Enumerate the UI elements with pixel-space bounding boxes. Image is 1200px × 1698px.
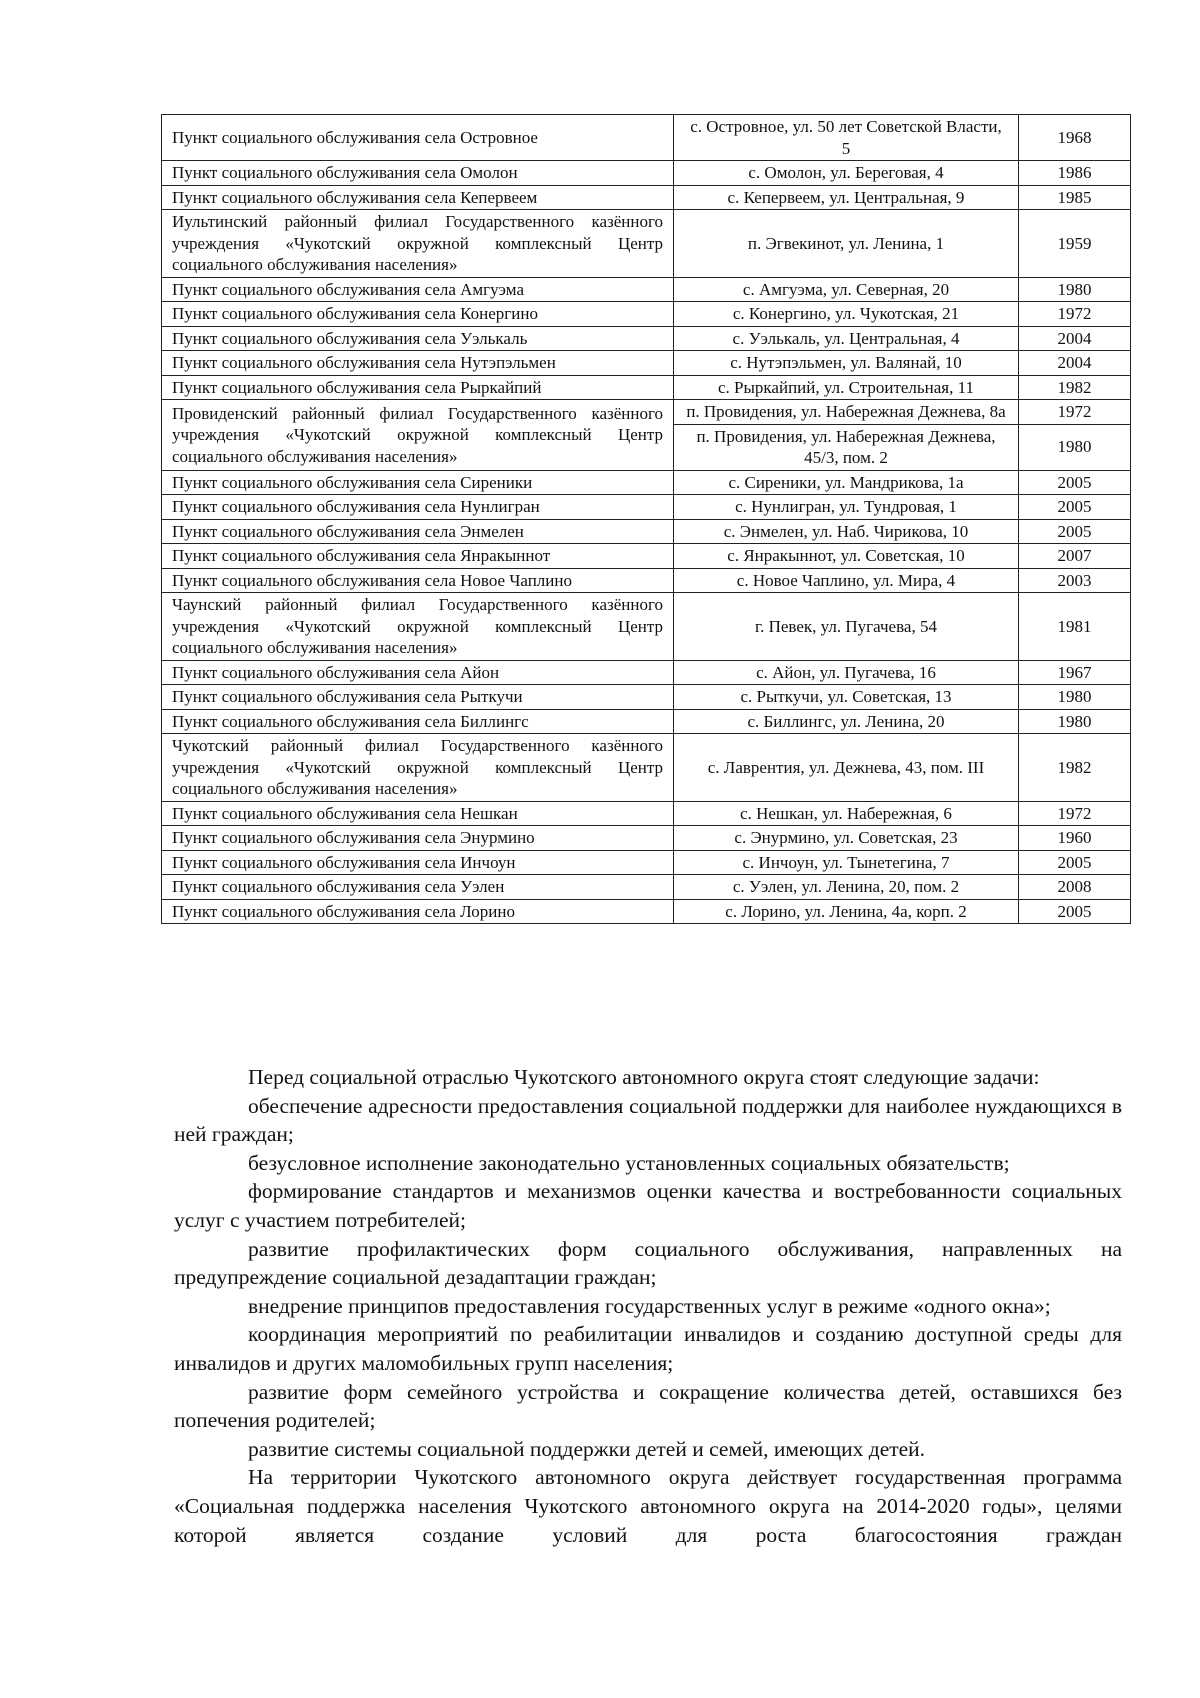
facility-address-cell: с. Конергино, ул. Чукотская, 21 [674, 302, 1019, 327]
table-row [162, 593, 1131, 661]
table-row [162, 850, 1131, 875]
facility-name-cell: Иультинский районный филиал Государственного казённого учреждения «Чукотский окружной комплексный Центр социального обслуживания населения» [162, 210, 674, 278]
table-row [162, 351, 1131, 376]
facility-year-cell: 2005 [1019, 850, 1131, 875]
table-row [162, 801, 1131, 826]
body-paragraph: формирование стандартов и механизмов оценки качества и востребованности социальных услуг с участием потребителей; [174, 1179, 1122, 1232]
facilities-table [161, 114, 1131, 924]
facility-year-cell: 1968 [1019, 115, 1131, 161]
facility-address-cell: с. Биллингс, ул. Ленина, 20 [674, 709, 1019, 734]
facility-year-cell: 1980 [1019, 424, 1131, 470]
facility-name-cell: Чукотский районный филиал Государственного казённого учреждения «Чукотский окружной комплексный Центр социального обслуживания населения» [162, 734, 674, 802]
facility-address-cell: с. Новое Чаплино, ул. Мира, 4 [674, 568, 1019, 593]
facility-name-cell: Пункт социального обслуживания села Янракыннот [162, 544, 674, 569]
facility-address-cell: с. Рыркайпий, ул. Строительная, 11 [674, 375, 1019, 400]
table-row [162, 685, 1131, 710]
table-row [162, 470, 1131, 495]
facility-address-cell: с. Сиреники, ул. Мандрикова, 1а [674, 470, 1019, 495]
facility-address-cell: с. Нутэпэльмен, ул. Валянай, 10 [674, 351, 1019, 376]
facility-year-cell: 1972 [1019, 801, 1131, 826]
facility-address-cell: с. Лаврентия, ул. Дежнева, 43, пом. III [674, 734, 1019, 802]
facility-address-cell: с. Инчоун, ул. Тынетегина, 7 [674, 850, 1019, 875]
facility-address-cell: с. Островное, ул. 50 лет Советской Власти, 5 [674, 115, 1019, 161]
table-row [162, 495, 1131, 520]
table-row [162, 210, 1131, 278]
facility-name-cell: Пункт социального обслуживания села Энурмино [162, 826, 674, 851]
facility-address-cell: с. Омолон, ул. Береговая, 4 [674, 161, 1019, 186]
table-row [162, 115, 1131, 161]
facility-year-cell: 2005 [1019, 495, 1131, 520]
facility-name-cell: Пункт социального обслуживания села Инчоун [162, 850, 674, 875]
facility-year-cell: 1967 [1019, 660, 1131, 685]
facility-name-cell: Пункт социального обслуживания села Лорино [162, 899, 674, 924]
facility-name-cell: Пункт социального обслуживания села Уэлен [162, 875, 674, 900]
table-row [162, 568, 1131, 593]
body-paragraph: развитие профилактических форм социального обслуживания, направленных на предупреждение социальной дезадаптации граждан; [174, 1236, 1122, 1290]
facility-year-cell: 1980 [1019, 277, 1131, 302]
facility-name-cell: Пункт социального обслуживания села Островное [162, 115, 674, 161]
table-row [162, 519, 1131, 544]
table-row [162, 185, 1131, 210]
facility-year-cell: 1960 [1019, 826, 1131, 851]
body-paragraph: внедрение принципов предоставления государственных услуг в режиме «одного окна»; [248, 1293, 1051, 1318]
facility-address-cell: с. Амгуэма, ул. Северная, 20 [674, 277, 1019, 302]
facility-year-cell: 1980 [1019, 709, 1131, 734]
facility-name-cell: Провиденский районный филиал Государственного казённого учреждения «Чукотский окружной комплексный Центр социального обслуживания населения» [162, 400, 674, 471]
table-row [162, 326, 1131, 351]
facility-address-cell: с. Айон, ул. Пугачева, 16 [674, 660, 1019, 685]
facility-address-cell: с. Уэлькаль, ул. Центральная, 4 [674, 326, 1019, 351]
facility-address-cell: с. Рыткучи, ул. Советская, 13 [674, 685, 1019, 710]
body-paragraph: обеспечение адресности предоставления социальной поддержки для наиболее нуждающихся в ней граждан; [174, 1093, 1122, 1147]
body-paragraph: На территории Чукотского автономного округа действует государственная программа «Социальная поддержка населения Чукотского автономного округа на 2014-2020 годы», целями которой является создание условий для роста благосостояния граждан [174, 1465, 1122, 1547]
facility-name-cell: Пункт социального обслуживания села Омолон [162, 161, 674, 186]
facility-address-cell: с. Энурмино, ул. Советская, 23 [674, 826, 1019, 851]
facility-year-cell: 2005 [1019, 899, 1131, 924]
facility-year-cell: 1982 [1019, 375, 1131, 400]
facility-address-cell: п. Провидения, ул. Набережная Дежнева, 8а [674, 400, 1019, 425]
facility-name-cell: Пункт социального обслуживания села Нутэпэльмен [162, 351, 674, 376]
facility-name-cell: Пункт социального обслуживания села Конергино [162, 302, 674, 327]
facility-name-cell: Пункт социального обслуживания села Новое Чаплино [162, 568, 674, 593]
facility-year-cell: 1980 [1019, 685, 1131, 710]
table-row [162, 302, 1131, 327]
table-row [162, 899, 1131, 924]
table-row [162, 734, 1131, 802]
facility-name-cell: Пункт социального обслуживания села Биллингс [162, 709, 674, 734]
facility-name-cell: Пункт социального обслуживания села Кепервеем [162, 185, 674, 210]
facility-year-cell: 1972 [1019, 400, 1131, 425]
facility-year-cell: 2005 [1019, 470, 1131, 495]
facility-name-cell: Пункт социального обслуживания села Сиреники [162, 470, 674, 495]
facility-address-cell: с. Нешкан, ул. Набережная, 6 [674, 801, 1019, 826]
facility-year-cell: 2004 [1019, 326, 1131, 351]
body-paragraph: координация мероприятий по реабилитации инвалидов и созданию доступной среды для инвалидов и других маломобильных групп населения; [174, 1322, 1122, 1375]
facility-name-cell: Пункт социального обслуживания села Рыркайпий [162, 375, 674, 400]
facility-address-cell: г. Певек, ул. Пугачева, 54 [674, 593, 1019, 661]
facility-year-cell: 1959 [1019, 210, 1131, 278]
facility-year-cell: 1972 [1019, 302, 1131, 327]
facility-address-cell: с. Лорино, ул. Ленина, 4а, корп. 2 [674, 899, 1019, 924]
table-row [162, 544, 1131, 569]
facility-name-cell: Пункт социального обслуживания села Нунлигран [162, 495, 674, 520]
table-row [162, 660, 1131, 685]
facility-name-cell: Чаунский районный филиал Государственного казённого учреждения «Чукотский окружной комплексный Центр социального обслуживания населения» [162, 593, 674, 661]
facility-name-cell: Пункт социального обслуживания села Айон [162, 660, 674, 685]
facility-address-cell: с. Уэлен, ул. Ленина, 20, пом. 2 [674, 875, 1019, 900]
facility-address-cell: п. Эгвекинот, ул. Ленина, 1 [674, 210, 1019, 278]
facility-year-cell: 1981 [1019, 593, 1131, 661]
facility-year-cell: 2004 [1019, 351, 1131, 376]
facility-year-cell: 2007 [1019, 544, 1131, 569]
body-paragraph: развитие форм семейного устройства и сокращение количества детей, оставшихся без попечения родителей; [174, 1379, 1122, 1433]
facility-name-cell: Пункт социального обслуживания села Рыткучи [162, 685, 674, 710]
facility-address-cell: с. Янракыннот, ул. Советская, 10 [674, 544, 1019, 569]
table-row [162, 375, 1131, 400]
facility-year-cell: 2008 [1019, 875, 1131, 900]
body-paragraph: Перед социальной отраслью Чукотского автономного округа стоят следующие задачи: [248, 1065, 1040, 1089]
facility-name-cell: Пункт социального обслуживания села Нешкан [162, 801, 674, 826]
facility-name-cell: Пункт социального обслуживания села Уэлькаль [162, 326, 674, 351]
facility-address-cell: с. Кепервеем, ул. Центральная, 9 [674, 185, 1019, 210]
body-paragraph: безусловное исполнение законодательно установленных социальных обязательств; [248, 1150, 1010, 1175]
table-row [162, 161, 1131, 186]
facility-address-cell: с. Нунлигран, ул. Тундровая, 1 [674, 495, 1019, 520]
facility-address-cell: с. Энмелен, ул. Наб. Чирикова, 10 [674, 519, 1019, 544]
table-row [162, 709, 1131, 734]
facility-address-cell: п. Провидения, ул. Набережная Дежнева, 45/3, пом. 2 [674, 424, 1019, 470]
body-text [174, 1063, 1122, 1549]
facility-name-cell: Пункт социального обслуживания села Энмелен [162, 519, 674, 544]
facilities-table-body [162, 115, 1131, 924]
facility-year-cell: 2005 [1019, 519, 1131, 544]
facility-year-cell: 1986 [1019, 161, 1131, 186]
body-paragraph: развитие системы социальной поддержки детей и семей, имеющих детей. [248, 1436, 926, 1461]
table-row [162, 826, 1131, 851]
facility-year-cell: 1985 [1019, 185, 1131, 210]
facility-name-cell: Пункт социального обслуживания села Амгуэма [162, 277, 674, 302]
table-row [162, 400, 1131, 425]
table-row [162, 277, 1131, 302]
table-row [162, 875, 1131, 900]
facility-year-cell: 1982 [1019, 734, 1131, 802]
facility-year-cell: 2003 [1019, 568, 1131, 593]
